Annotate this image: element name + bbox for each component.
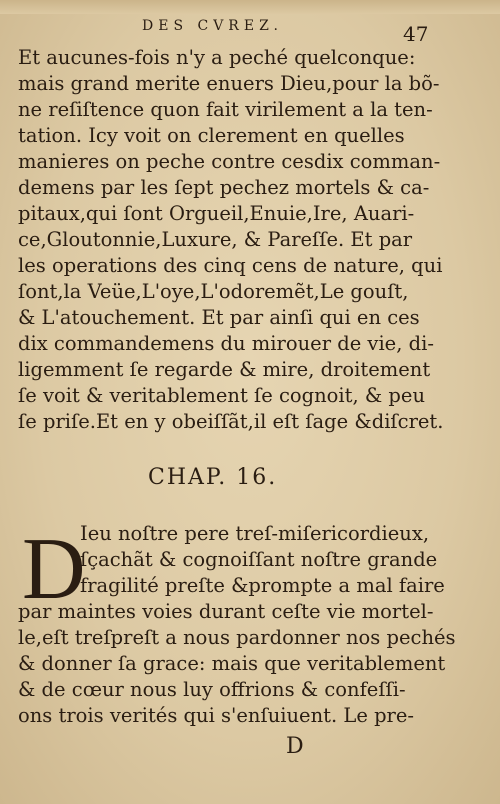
text-line: ne reſiſtence quon fait virilement a la ten- [18,98,433,121]
text-line: les operations des cinq cens de nature, qui [18,254,443,277]
chapter-heading: CHAP. 16. [148,465,278,490]
text-line: par maintes voies durant ceſte vie mortel- [18,600,434,623]
text-line: dix commandemens du mirouer de vie, di- [18,332,434,355]
page-edge [0,0,500,14]
text-line: ce,Gloutonnie,Luxure, & Pareſſe. Et par [18,228,413,251]
page-number: 47 [403,22,429,46]
text-line: ſçachãt & cognoiſſant noſtre grande [80,548,438,571]
text-line: fragilité preſte &prompte a mal faire [80,574,445,597]
text-line: & L'atouchement. Et par ainſi qui en ces [18,306,420,329]
text-line: & donner ſa grace: mais que veritablement [18,652,446,675]
drop-capital: D [22,521,86,618]
signature-mark: D [286,734,304,759]
text-line: ſe priſe.Et en y obeiſſãt,il eſt ſage &diſcret. [18,410,444,433]
text-line: le,eſt treſpreſt a nous pardonner nos pechés [18,626,456,649]
text-line: ſont,la Veüe,L'oye,L'odoremẽt,Le gouſt, [18,280,409,303]
text-line: ſe voit & veritablement ſe cognoit, & peu [18,384,426,407]
text-line: mais grand merite enuers Dieu,pour la bõ- [18,72,440,95]
text-line: demens par les ſept pechez mortels & ca- [18,176,430,199]
text-line: & de cœur nous luy offrions & confeſſi- [18,678,406,701]
text-line: ons trois verités qui s'enſuiuent. Le pre- [18,704,415,727]
text-line: tation. Icy voit on clerement en quelles [18,124,405,147]
text-line: Ieu noſtre pere treſ-miſericordieux, [80,522,430,545]
running-head: DES CVREZ. [142,18,283,34]
text-line: Et aucunes-fois n'y a peché quelconque: [18,46,416,69]
text-line: pitaux,qui ſont Orgueil,Enuie,Ire, Auari- [18,202,415,225]
text-line: ligemment ſe regarde & mire, droitement [18,358,431,381]
text-line: manieres on peche contre cesdix comman- [18,150,441,173]
